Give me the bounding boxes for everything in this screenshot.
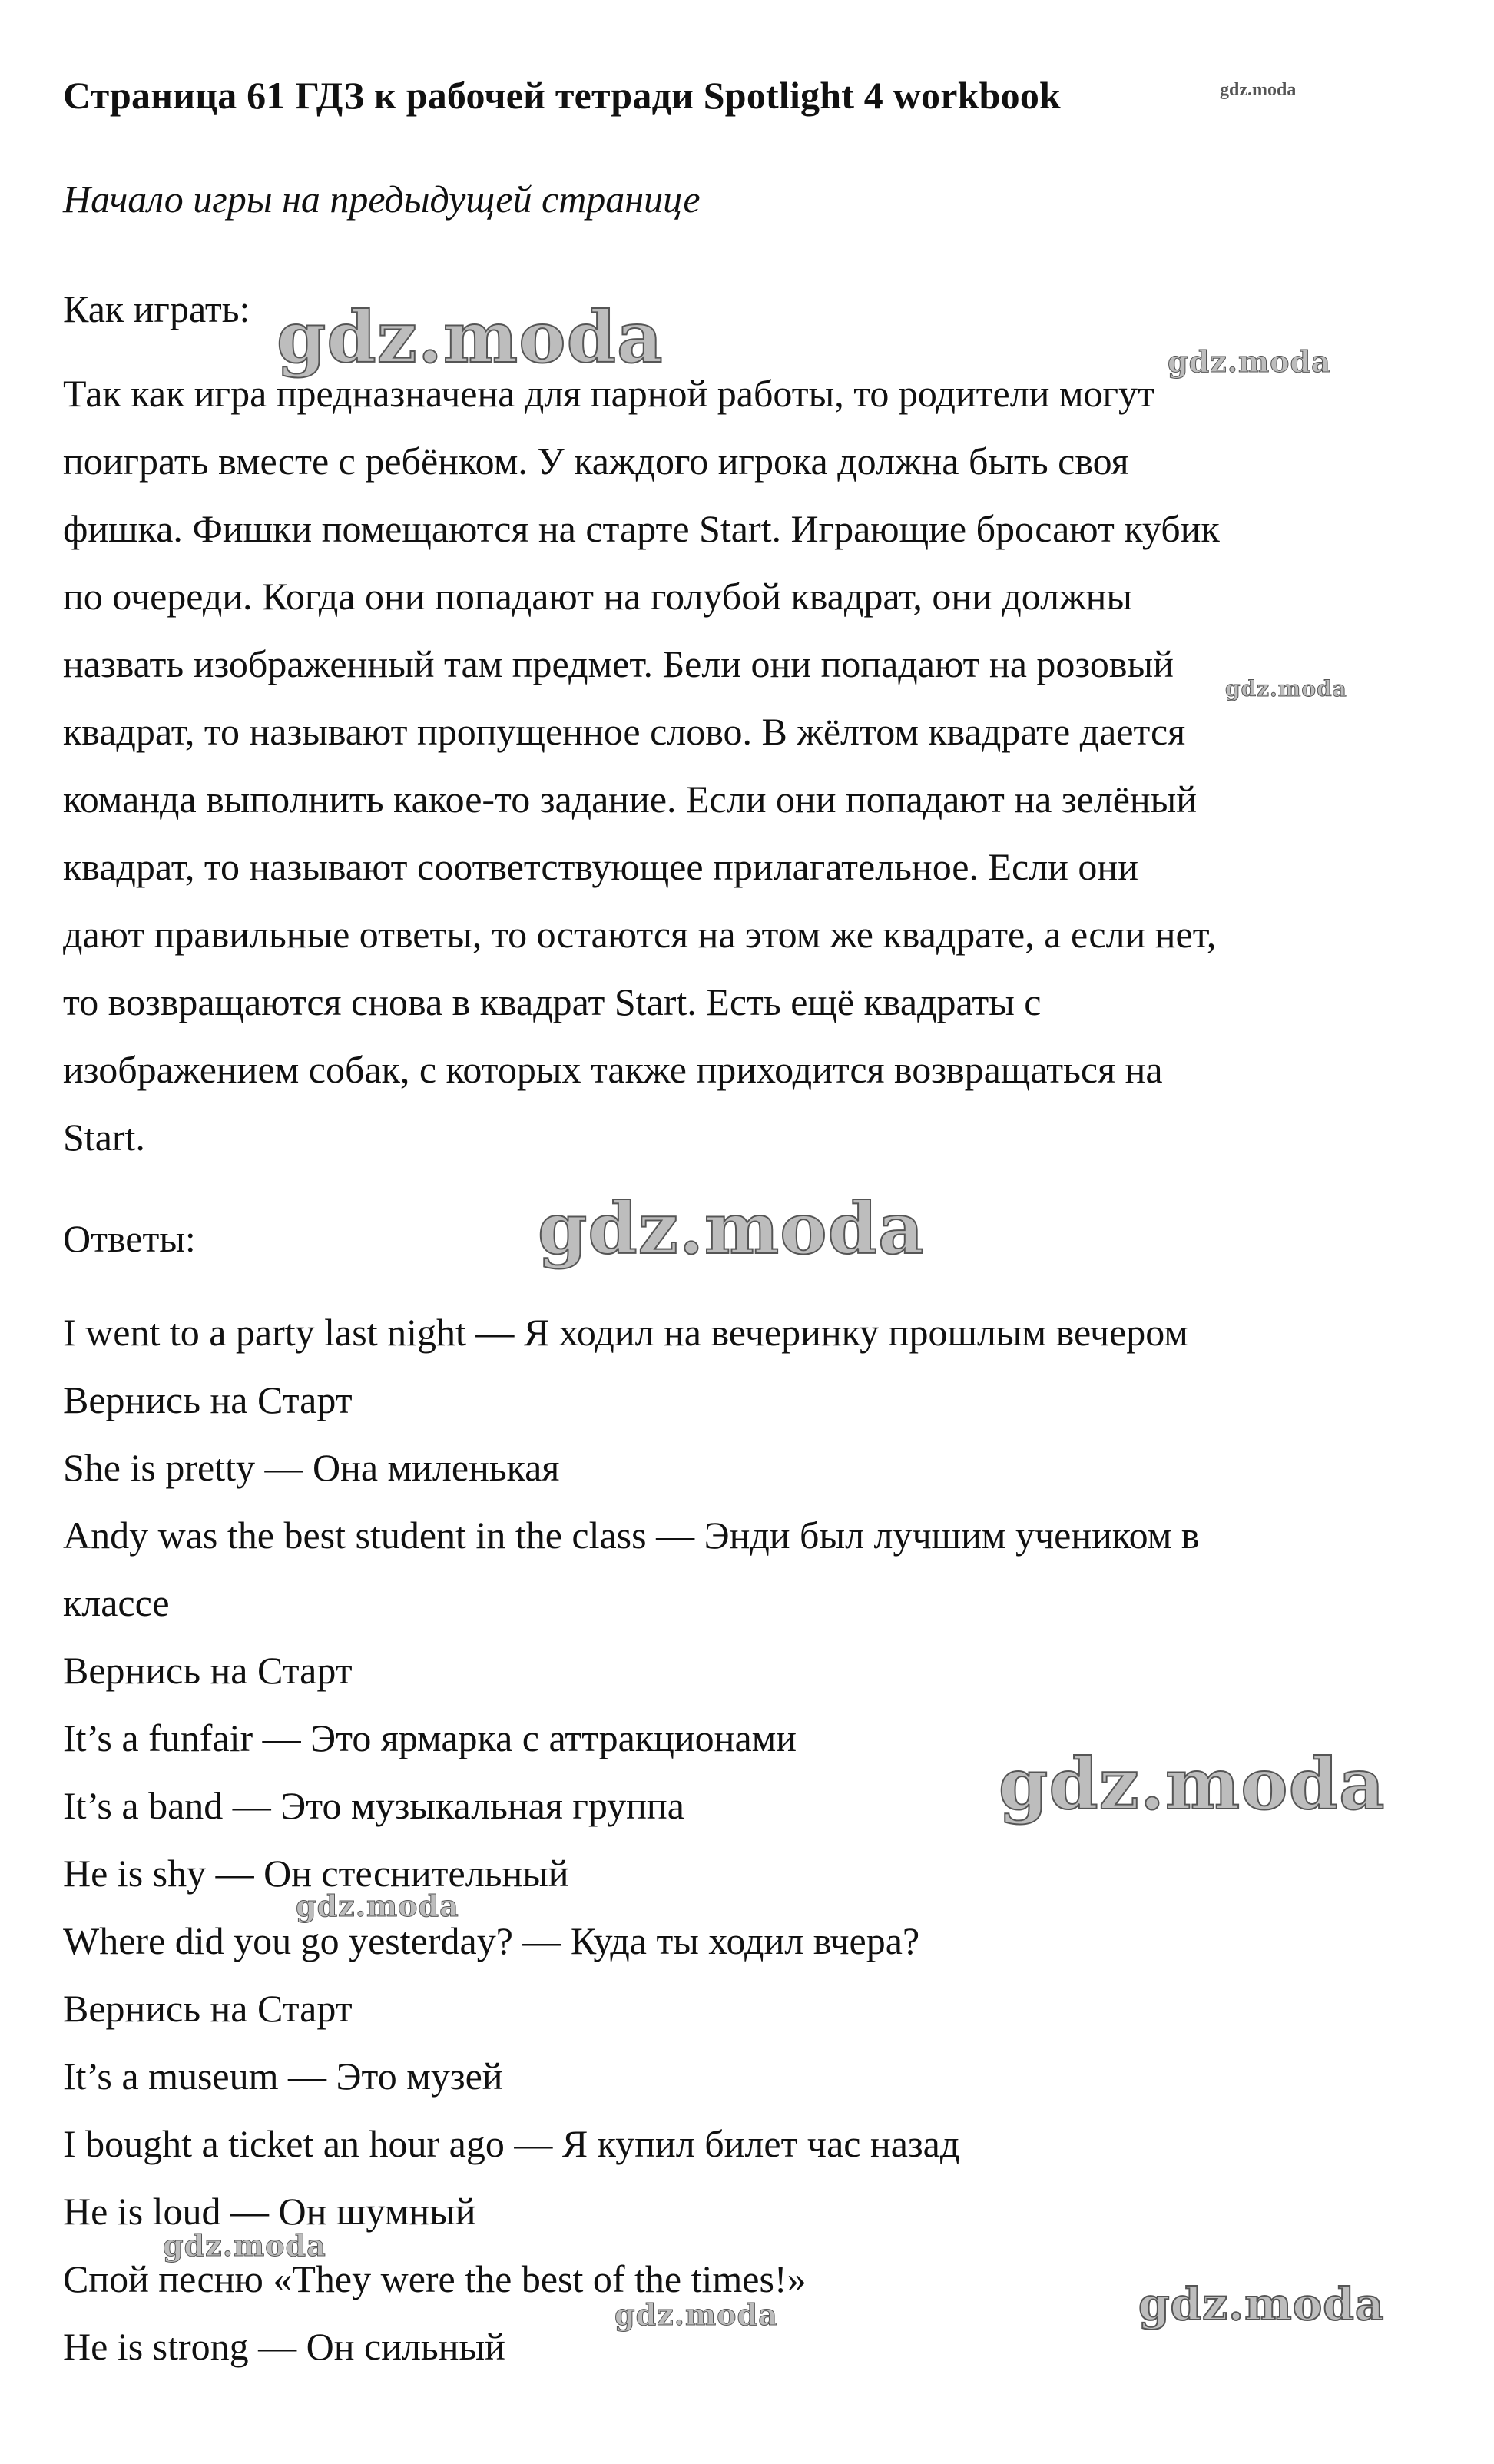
answer-line: He is strong — Он сильный bbox=[63, 2325, 505, 2368]
answer-line: I went to a party last night — Я ходил на вечеринку прошлым вечером bbox=[63, 1311, 1188, 1354]
answer-line: It’s a museum — Это музей bbox=[63, 2054, 503, 2098]
rules-line: изображением собак, с которых также приходится возвращаться на bbox=[63, 1048, 1163, 1091]
answer-line: She is pretty — Она миленькая bbox=[63, 1446, 560, 1489]
rules-line: дают правильные ответы, то остаются на этом же квадрате, а если нет, bbox=[63, 913, 1217, 956]
answers-list bbox=[63, 1298, 1199, 2380]
rules-line: то возвращаются снова в квадрат Start. Есть ещё квадраты с bbox=[63, 980, 1042, 1023]
watermark: gdz.moda bbox=[999, 1743, 1386, 1826]
rules-line: назвать изображенный там предмет. Бели они попадают на розовый bbox=[63, 642, 1174, 685]
answer-line: Where did you go yesterday? — Куда ты ходил вчера? bbox=[63, 1919, 920, 1962]
watermark: gdz.moda bbox=[163, 2228, 326, 2263]
answer-line: He is shy — Он стеснительный bbox=[63, 1852, 569, 1895]
watermark: gdz.moda bbox=[1225, 676, 1347, 701]
title-watermark: gdz.moda bbox=[1220, 80, 1297, 100]
answer-line: I bought a ticket an hour ago — Я купил билет час назад bbox=[63, 2122, 960, 2165]
answer-line: Вернись на Старт bbox=[63, 1987, 353, 2030]
answer-line: классе bbox=[63, 1581, 170, 1624]
answer-line: Вернись на Старт bbox=[63, 1378, 353, 1421]
watermark: gdz.moda bbox=[538, 1187, 925, 1270]
answers-label: Ответы: bbox=[63, 1217, 196, 1260]
rules-line: по очереди. Когда они попадают на голубой квадрат, они должны bbox=[63, 575, 1132, 618]
rules-line: Start. bbox=[63, 1116, 145, 1159]
watermark: gdz.moda bbox=[1138, 2278, 1385, 2330]
answer-line: Вернись на Старт bbox=[63, 1649, 353, 1692]
how-to-play-label: Как играть: bbox=[63, 287, 250, 330]
watermark: gdz.moda bbox=[296, 1889, 459, 1923]
answer-line: It’s a funfair — Это ярмарка с аттракционами bbox=[63, 1716, 797, 1759]
rules-line: команда выполнить какое-то задание. Если они попадают на зелёный bbox=[63, 778, 1198, 821]
answer-line: Спой песню «They were the best of the times!» bbox=[63, 2257, 807, 2300]
watermark: gdz.moda bbox=[614, 2297, 778, 2332]
watermark: gdz.moda bbox=[277, 296, 664, 379]
page-title: Страница 61 ГДЗ к рабочей тетради Spotlight 4 workbook bbox=[63, 74, 1062, 117]
rules-line: поиграть вместе с ребёнком. У каждого игрока должна быть своя bbox=[63, 439, 1129, 483]
answer-line: He is loud — Он шумный bbox=[63, 2190, 476, 2233]
rules-line: квадрат, то называют соответствующее прилагательное. Если они bbox=[63, 845, 1138, 888]
watermark: gdz.moda bbox=[1168, 344, 1331, 379]
rules-line: фишка. Фишки помещаются на старте Start. Играющие бросают кубик bbox=[63, 507, 1220, 550]
how-to-play-text bbox=[63, 360, 1220, 1171]
page-subtitle: Начало игры на предыдущей странице bbox=[63, 177, 701, 221]
rules-line: Так как игра предназначена для парной работы, то родители могут bbox=[63, 372, 1154, 415]
rules-line: квадрат, то называют пропущенное слово. В жёлтом квадрате дается bbox=[63, 710, 1186, 753]
answer-line: It’s a band — Это музыкальная группа bbox=[63, 1784, 684, 1827]
answer-line: Andy was the best student in the class — Энди был лучшим учеником в bbox=[63, 1514, 1200, 1557]
